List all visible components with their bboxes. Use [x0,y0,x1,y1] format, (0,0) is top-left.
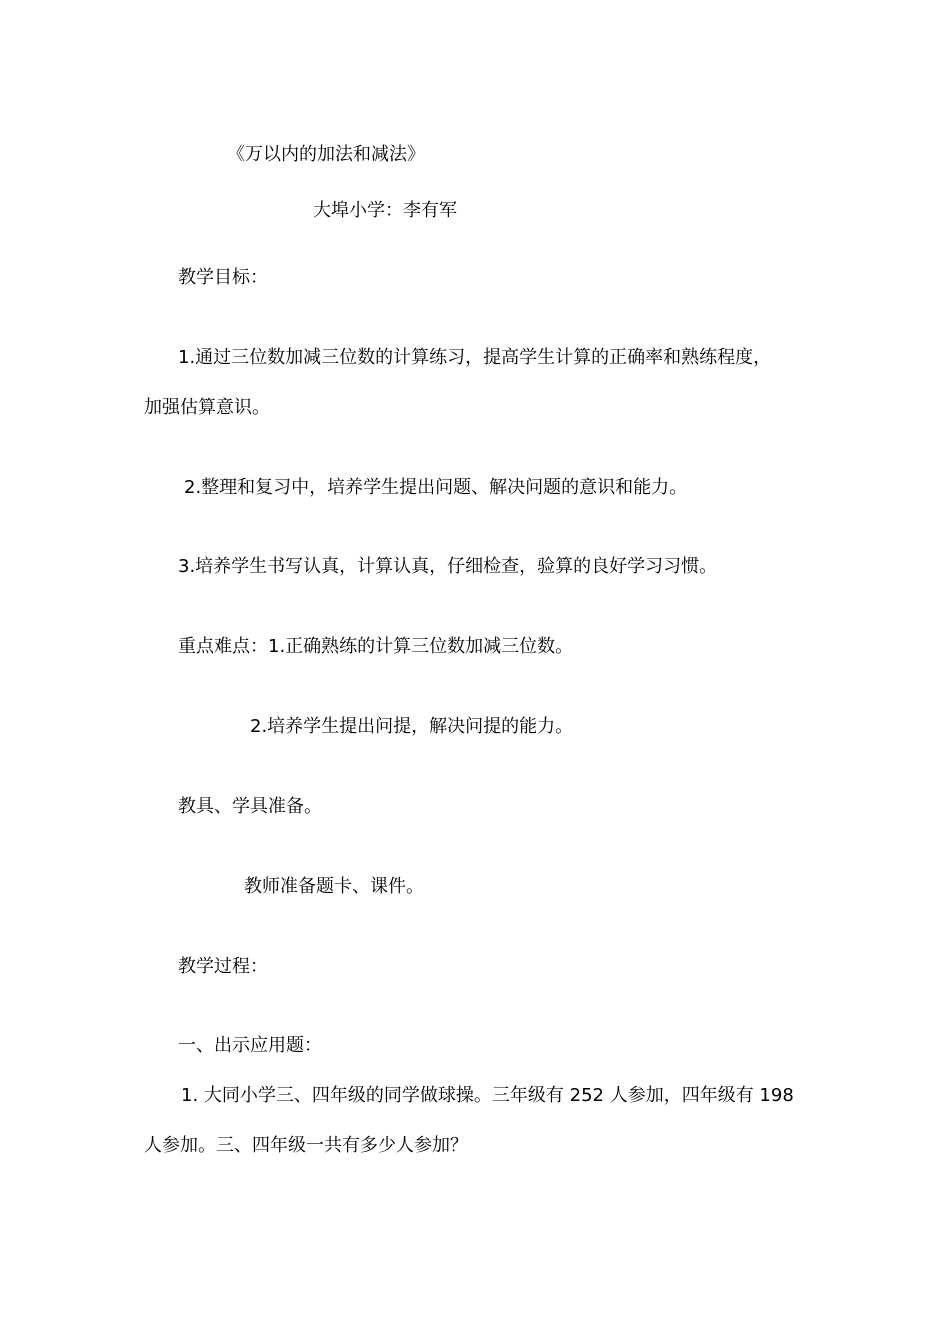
materials-detail: 教师准备题卡、课件。 [244,876,424,897]
problem-1-line-2: 人参加。三、四年级一共有多少人参加？ [144,1135,468,1156]
materials-heading: 教具、学具准备。 [178,796,322,817]
objectives-heading: 教学目标： [178,267,268,288]
problem-1-line-1: 1. 大同小学三、四年级的同学做球操。三年级有 252 人参加，四年级有 198 [181,1085,794,1106]
key-points-line-1: 重点难点：1.正确熟练的计算三位数加减三位数。 [178,636,574,657]
document-title: 《万以内的加法和减法》 [227,144,425,165]
objective-1-line-2: 加强估算意识。 [144,397,270,418]
section-1-heading: 一、出示应用题： [178,1035,322,1056]
objective-2: 2.整理和复习中，培养学生提出问题、解决问题的意识和能力。 [184,477,688,498]
document-author: 大埠小学：李有军 [313,200,457,221]
objective-3: 3.培养学生书写认真，计算认真，仔细检查，验算的良好学习习惯。 [178,556,718,577]
key-points-line-2: 2.培养学生提出问提，解决问提的能力。 [250,716,574,737]
process-heading: 教学过程： [178,956,268,977]
objective-1-line-1: 1.通过三位数加减三位数的计算练习，提高学生计算的正确率和熟练程度， [178,347,772,368]
